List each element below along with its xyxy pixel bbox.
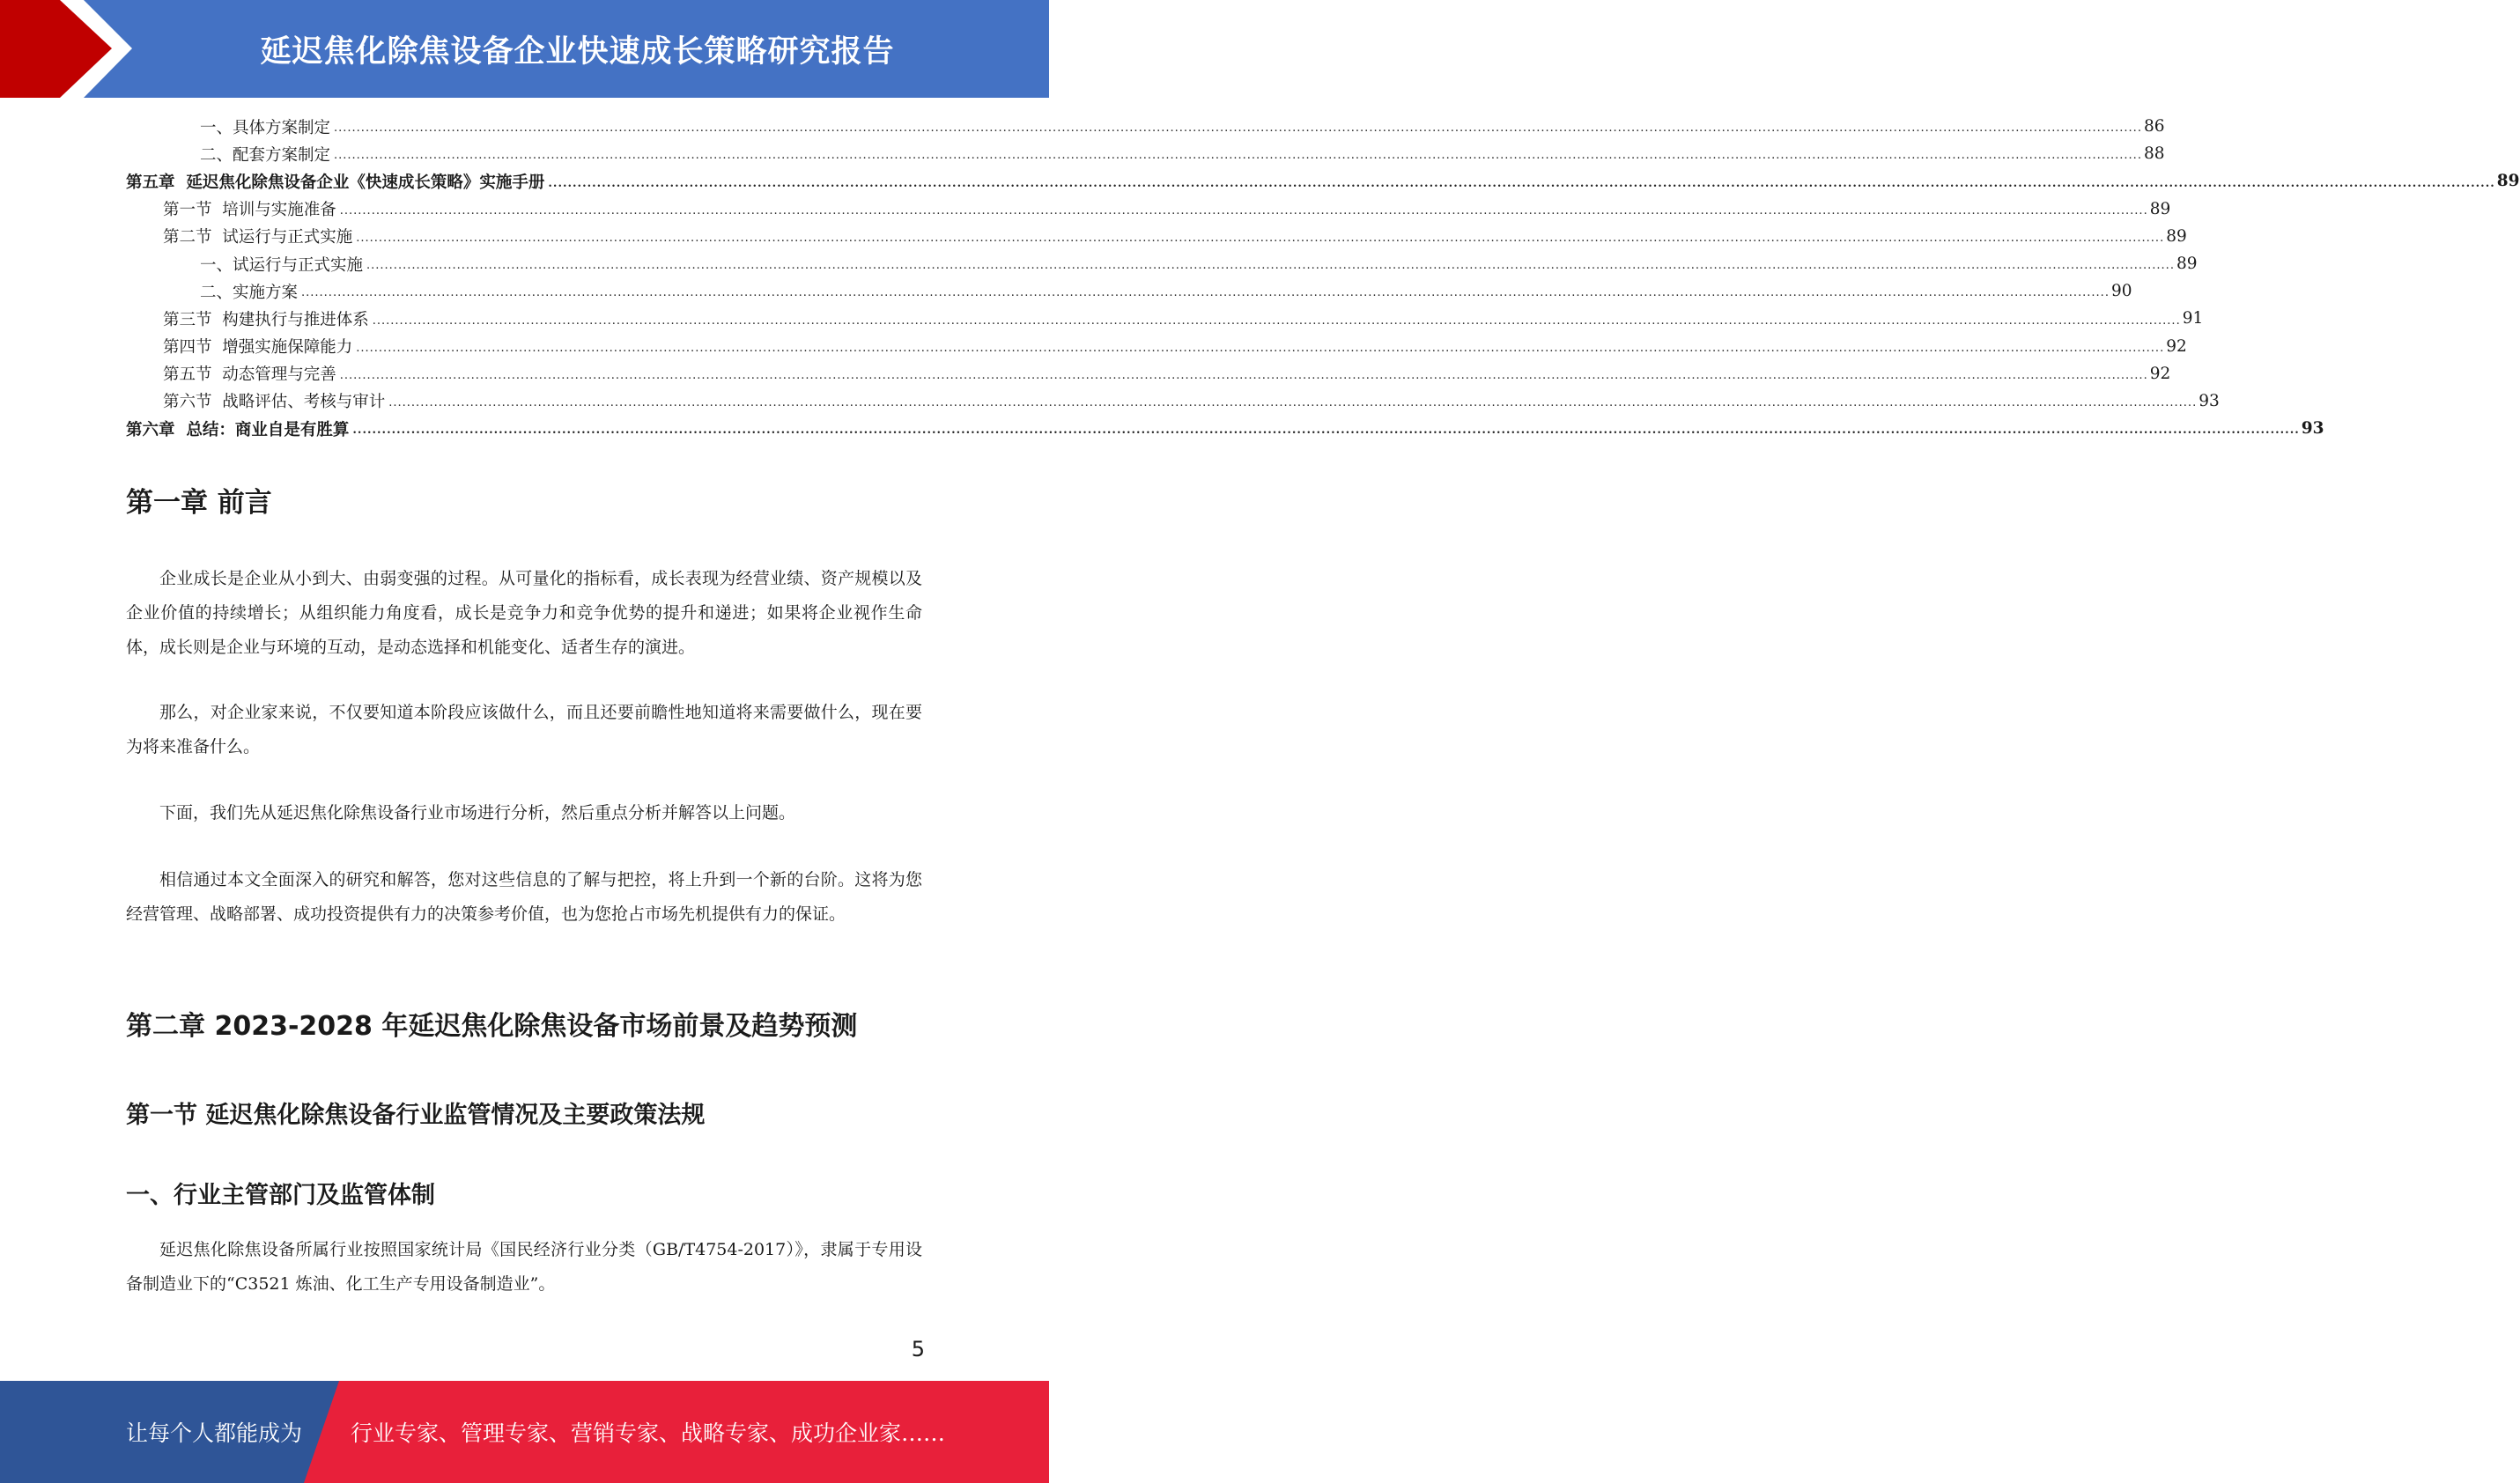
toc-entry-label: 第六章 总结：商业自是有胜算: [126, 417, 352, 440]
toc-dot-leader: ................................................................................................................................................................................................................................................................................................................................................................................................................: [356, 231, 2165, 245]
toc-entry-page: 93: [2199, 391, 2220, 410]
toc-entry-page: 89: [2176, 255, 2198, 274]
toc-entry-label: 第五章 延迟焦化除焦设备企业《快速成长策略》实施手册: [126, 170, 548, 193]
toc-entry[interactable]: [126, 140, 2165, 167]
toc-entry-label: 一、试运行与正式实施: [200, 253, 366, 276]
toc-dot-leader: ................................................................................................................................................................................................................................................................................................................................................................................................................: [372, 314, 2181, 328]
subsection-title: 一、行业主管部门及监管体制: [126, 1182, 435, 1209]
toc-dot-leader: ................................................................................................................................................................................................................................................................................................................................................................................................................: [301, 286, 2110, 300]
header-arrow-decoration: [0, 0, 141, 98]
toc-entry-label: 一、具体方案制定: [200, 115, 334, 138]
footer-banner: [0, 1381, 1049, 1483]
toc-entry-page: 89: [2166, 226, 2187, 246]
chapter-1-title: 第一章 前言: [126, 487, 272, 519]
toc-entry[interactable]: [126, 360, 2171, 387]
chapter-2-title: 第二章 2023-2028 年延迟焦化除焦设备市场前景及趋势预测: [126, 1011, 858, 1042]
footer-slogan-left: 让每个人都能成为: [126, 1420, 303, 1446]
toc-dot-leader: ................................................................................................................................................................................................................................................................................................................................................................................................................: [339, 203, 2148, 218]
toc-dot-leader: ................................................................................................................................................................................................................................................................................................................................................................................................................: [334, 149, 2142, 163]
header-banner: [0, 0, 1049, 98]
toc-entry[interactable]: [126, 305, 2204, 332]
toc-entry-label: 第四节 增强实施保障能力: [163, 335, 356, 358]
toc-entry-page: 91: [2182, 309, 2204, 328]
toc-entry-label: 第一节 培训与实施准备: [163, 197, 340, 220]
page-number: 5: [911, 1337, 925, 1361]
toc-entry[interactable]: [126, 277, 2132, 305]
footer-slogan-right: 行业专家、管理专家、营销专家、战略专家、成功企业家……: [351, 1420, 946, 1446]
toc-dot-leader: ................................................................................................................................................................................................................................................................................................................................................................................................................: [366, 259, 2175, 273]
toc-entry-label: 第二节 试运行与正式实施: [163, 225, 356, 247]
toc-dot-leader: ................................................................................................................................................................................................................................................................................................................................................................................................................: [334, 122, 2142, 136]
paragraph: 那么，对企业家来说，不仅要知道本阶段应该做什么，而且还要前瞻性地知道将来需要做什么，现在要为将来准备什么。: [126, 703, 922, 756]
toc-dot-leader: ................................................................................................................................................................................................................................................................................................................................................................................................................: [356, 341, 2165, 355]
toc-entry-label: 二、实施方案: [200, 280, 301, 303]
toc-entry-label: 第六节 战略评估、考核与审计: [163, 389, 388, 412]
toc-dot-leader: ................................................................................................................................................................................................................................................................................................................................................................................................................: [548, 176, 2495, 190]
toc-entry-label: 二、配套方案制定: [200, 143, 334, 166]
toc-entry[interactable]: [126, 250, 2198, 277]
toc-entry-label: 第三节 构建执行与推进体系: [163, 307, 373, 330]
toc-dot-leader: ................................................................................................................................................................................................................................................................................................................................................................................................................: [388, 396, 2198, 410]
toc-entry[interactable]: [126, 223, 2187, 250]
toc-entry-page: 86: [2143, 117, 2165, 136]
toc-entry[interactable]: [126, 387, 2220, 415]
toc-entry[interactable]: [126, 113, 2165, 140]
toc-entry-page: 89: [2496, 172, 2520, 191]
toc-entry-page: 93: [2301, 419, 2324, 439]
paragraph: 下面，我们先从延迟焦化除焦设备行业市场进行分析，然后重点分析并解答以上问题。: [159, 803, 796, 823]
toc-entry[interactable]: [126, 415, 2324, 442]
toc-entry[interactable]: [126, 333, 2187, 360]
paragraph: 相信通过本文全面深入的研究和解答，您对这些信息的了解与把控，将上升到一个新的台阶。这将为您经营管理、战略部署、成功投资提供有力的决策参考价值，也为您抢占市场先机提供有力的保证。: [126, 870, 922, 924]
toc-entry-label: 第五节 动态管理与完善: [163, 362, 340, 385]
toc-dot-leader: ................................................................................................................................................................................................................................................................................................................................................................................................................: [352, 424, 2300, 438]
report-title: 延迟焦化除焦设备企业快速成长策略研究报告: [260, 33, 895, 70]
table-of-contents: [126, 113, 2520, 442]
toc-dot-leader: ................................................................................................................................................................................................................................................................................................................................................................................................................: [339, 368, 2148, 382]
paragraph: 延迟焦化除焦设备所属行业按照国家统计局《国民经济行业分类（GB/T4754-2017）》，隶属于专用设备制造业下的“C3521 炼油、化工生产专用设备制造业”。: [126, 1240, 922, 1294]
toc-entry[interactable]: [126, 196, 2171, 223]
toc-entry-page: 90: [2110, 282, 2132, 301]
paragraph: 企业成长是企业从小到大、由弱变强的过程。从可量化的指标看，成长表现为经营业绩、资产规模以及企业价值的持续增长；从组织能力角度看，成长是竞争力和竞争优势的提升和递进；如果将企业视作生命体，成长则是企业与环境的互动，是动态选择和机能变化、适者生存的演进。: [126, 569, 922, 657]
toc-entry[interactable]: [126, 167, 2520, 195]
toc-entry-page: 89: [2149, 199, 2171, 218]
toc-entry-page: 92: [2166, 336, 2187, 356]
toc-entry-page: 92: [2149, 364, 2171, 383]
section-title: 第一节 延迟焦化除焦设备行业监管情况及主要政策法规: [126, 1102, 706, 1129]
toc-entry-page: 88: [2143, 144, 2165, 164]
